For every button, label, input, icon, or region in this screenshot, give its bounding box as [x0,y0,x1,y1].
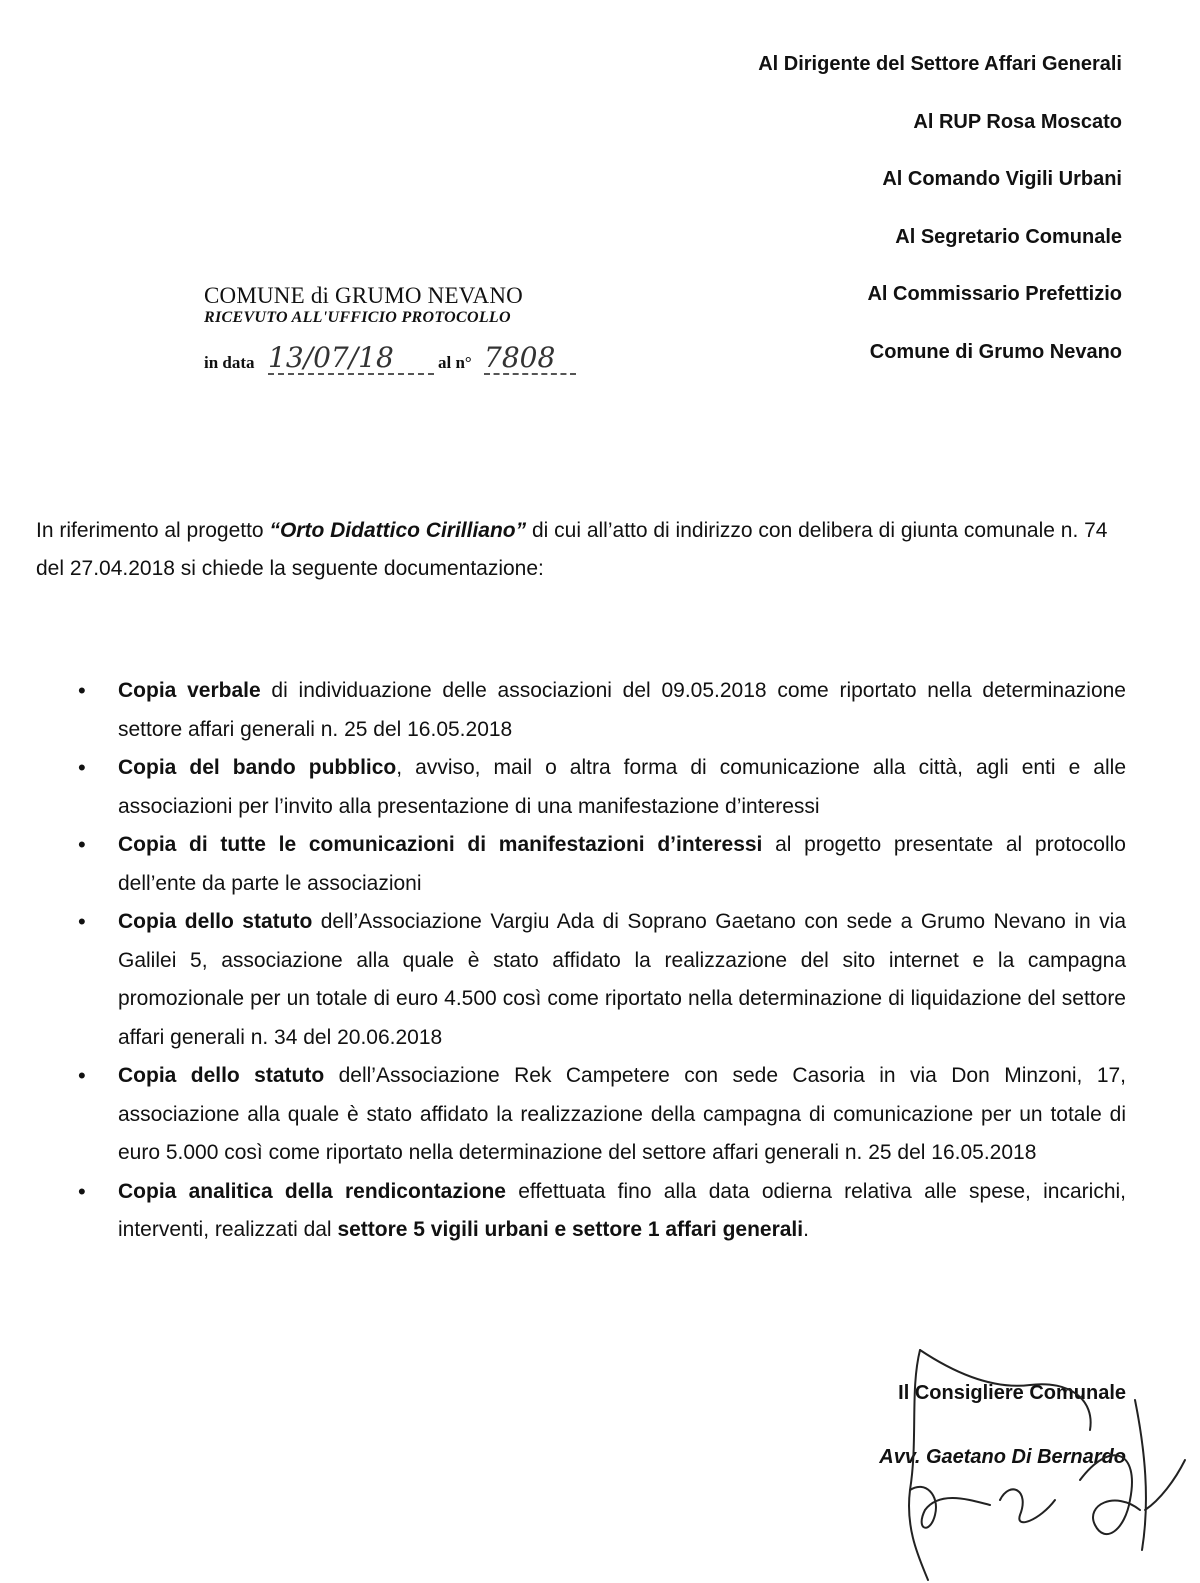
request-bold-label: Copia verbale [118,679,261,702]
stamp-number-label: al n° [438,353,472,372]
stamp-date-number-line [204,341,589,377]
signature-role: Il Consigliere Comunale [898,1382,1126,1404]
request-text: dell’Associazione Vargiu Ada di Soprano Gaetano con sede a Grumo Nevano in via Galilei 5, associazione alla quale è stato affidato la realizzazione del sito internet e la campagna promozionale per un totale di euro 4.500 così come riportato nella determinazione di liquidazione del settore affari generali n. 34 del 20.06.2018 [118,910,1127,1049]
request-bold-label: Copia analitica della rendicontazione [118,1179,506,1203]
list-item [76,1057,1126,1173]
list-item [76,826,1126,903]
request-text: , avviso, mail o altra forma di comunicazione alla città, agli enti e alle associazioni per l’invito alla presentazione di una manifestazione d’interessi [118,756,1126,818]
intro-text-after: di cui all’atto di indirizzo con delibera di giunta comunale n. 74 del 27.04.2018 si chiede la seguente documentazione: [36,519,1108,580]
intro-paragraph [36,512,1126,588]
request-bold-label: Copia dello statuto [118,1064,325,1087]
handwritten-signature [880,1330,1200,1583]
recipient-line: Al RUP Rosa Moscato [913,110,1122,133]
stamp-date-value: 13/07/18 [268,343,434,375]
request-bold-label: Copia del bando pubblico [118,756,397,779]
request-bold-sectors: settore 5 vigili urbani e settore 1 affari generali [337,1218,804,1241]
stamp-date-label: in data [204,353,255,372]
recipient-line: Al Comando Vigili Urbani [882,168,1122,190]
request-text: al progetto presentate al protocollo dell’ente da parte le associazioni [118,833,1126,895]
protocol-stamp [204,283,589,377]
request-text: di individuazione delle associazioni del 09.05.2018 come riportato nella determinazione settore affari generali n. 25 del 16.05.2018 [118,679,1126,741]
recipient-line: Comune di Grumo Nevano [869,340,1122,363]
request-text-tail: . [803,1218,809,1241]
intro-text-before: In riferimento al progetto [36,519,270,542]
request-text: dell’Associazione Rek Campetere con sede Casoria in via Don Minzoni, 17, associazione alla quale è stato affidato la realizzazione della campagna di comunicazione per un totale di euro 5.000 così come riportato nella determinazione del settore affari generali n. 25 del 16.05.2018 [118,1064,1127,1164]
project-name: “Orto Didattico Cirilliano” [269,519,527,542]
stamp-subtitle: RICEVUTO ALL'UFFICIO PROTOCOLLO [204,309,511,326]
recipients-block [758,50,1122,395]
request-bold-label: Copia dello statuto [118,910,313,933]
recipient-line: Al Commissario Prefettizio [867,283,1122,305]
list-item [76,672,1126,749]
stamp-number-value: 7808 [484,343,576,375]
recipient-line: Al Segretario Comunale [895,225,1122,248]
list-item [76,1173,1126,1250]
stamp-title: COMUNE di GRUMO NEVANO [204,283,523,308]
request-text: effettuata fino alla data odierna relativa alle spese, incarichi, interventi, realizzati dal [118,1179,1126,1241]
recipient-line: Al Dirigente del Settore Affari Generali [758,53,1122,75]
request-bold-label: Copia di tutte le comunicazioni di manifestazioni d’interessi [118,833,763,856]
list-item [76,749,1126,826]
request-list [76,672,1126,1250]
list-item [76,903,1126,1057]
signature-name: Avv. Gaetano Di Bernardo [879,1446,1126,1468]
